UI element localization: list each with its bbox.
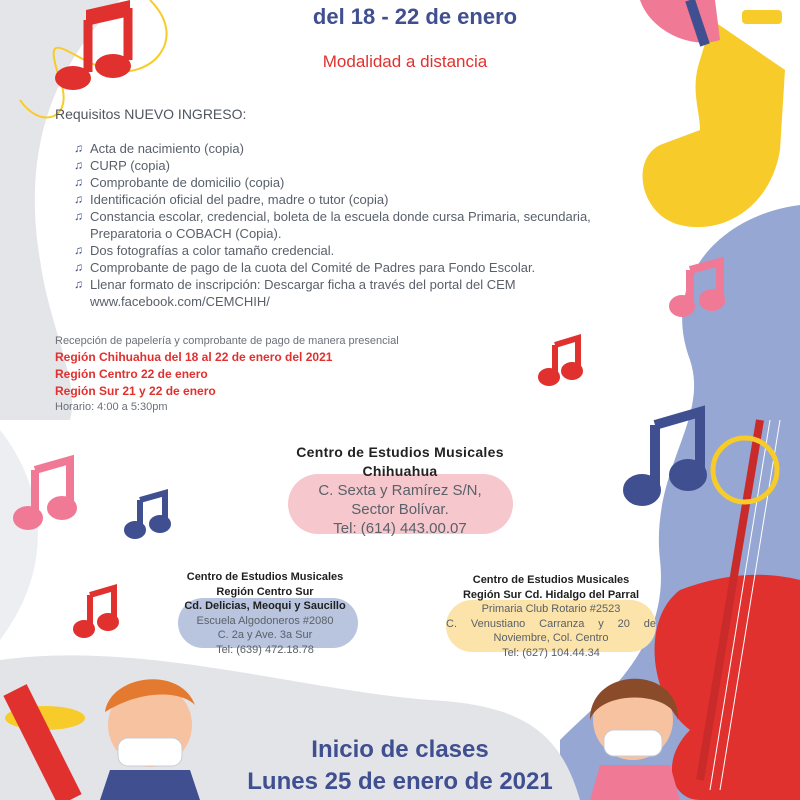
reception-note: Recepción de papelería y comprobante de pago de manera presencial (55, 335, 399, 347)
class-start-line2: Lunes 25 de enero de 2021 (247, 768, 553, 795)
requirements-title: Requisitos NUEVO INGRESO: (55, 106, 247, 122)
center-address-line: Sector Bolívar. (351, 501, 449, 518)
requirement-text: Acta de nacimiento (copia) (90, 141, 244, 156)
pink-note-right-icon (673, 262, 721, 313)
list-item (74, 276, 594, 310)
music-note-icon: ♫ (74, 141, 83, 155)
class-start-line1: Inicio de clases (311, 736, 489, 763)
music-note-icon: ♫ (74, 175, 83, 189)
center-phone: Tel: (614) 443.00.07 (333, 520, 467, 537)
center-title: Centro de Estudios Musicales (186, 571, 344, 583)
center-chihuahua (255, 443, 545, 538)
music-note-icon: ♫ (74, 243, 83, 257)
list-item (74, 208, 594, 242)
center-centro-sur (160, 570, 370, 657)
center-cities: Cd. Delicias, Meoqui y Saucillo (184, 600, 346, 612)
center-title: Centro de Estudios Musicales (472, 574, 630, 586)
list-item (74, 242, 594, 259)
requirement-text: Identificación oficial del padre, madre o tutor (copia) (90, 192, 389, 207)
red-note-mid-icon (541, 338, 580, 383)
music-note-icon: ♫ (74, 277, 83, 291)
pink-note-left-icon (17, 460, 73, 526)
requirement-text: Dos fotografías a color tamaño credencial. (90, 243, 335, 258)
dates-heading: del 18 - 22 de enero (312, 4, 518, 29)
class-start-banner (210, 734, 590, 798)
red-note-low-icon (76, 588, 116, 635)
requirement-text: Comprobante de pago de la cuota del Comité de Padres para Fondo Escolar. (90, 260, 536, 275)
music-note-icon: ♫ (74, 192, 83, 206)
music-note-icon: ♫ (74, 158, 83, 172)
list-item (74, 157, 594, 174)
list-item (74, 174, 594, 191)
center-address-line: Primaria Club Rotario #2523 (481, 603, 621, 615)
requirement-text: Constancia escolar, credencial, boleta de la escuela donde cursa Primaria, secundaria, Preparatoria o COBACH (Copia). (90, 209, 591, 241)
center-subtitle: Región Sur Cd. Hidalgo del Parral (462, 588, 640, 601)
center-address-line: C. Venustiano Carranza y 20 de Noviembre, Col. Centro (446, 617, 656, 644)
center-sur (446, 573, 656, 660)
requirement-text: CURP (copia) (90, 158, 170, 173)
center-address-line: C. 2a y Ave. 3a Sur (217, 629, 313, 641)
navy-note-small-icon (127, 493, 168, 536)
reception-section (55, 334, 455, 415)
center-title: Centro de Estudios Musicales (296, 444, 504, 460)
list-item (74, 259, 594, 276)
center-subtitle: Región Centro Sur (216, 585, 314, 598)
list-item (74, 191, 594, 208)
requirements-list (74, 140, 594, 310)
navy-note-big-icon (628, 412, 702, 501)
center-phone: Tel: (627) 104.44.34 (502, 646, 600, 659)
region-chihuahua-date: Región Chihuahua del 18 al 22 de enero del 2021 (55, 350, 333, 364)
center-address-line: Escuela Algodoneros #2080 (196, 614, 334, 627)
red-double-note-icon (55, 0, 131, 90)
requirement-text: Llenar formato de inscripción: Descargar ficha a través del portal del CEM www.facebook.com/CEMCHIH/ (90, 277, 516, 309)
music-note-icon: ♫ (74, 209, 83, 223)
modality-text: Modalidad a distancia (322, 52, 488, 71)
region-centro-date: Región Centro 22 de enero (55, 367, 208, 381)
region-sur-date: Región Sur 21 y 22 de enero (55, 384, 216, 398)
music-note-icon: ♫ (74, 260, 83, 274)
schedule-text: Horario: 4:00 a 5:30pm (55, 401, 168, 413)
center-subtitle: Chihuahua (362, 463, 438, 479)
center-address-line: C. Sexta y Ramírez S/N, (318, 482, 482, 499)
list-item (74, 140, 594, 157)
center-phone: Tel: (639) 472.18.78 (216, 643, 314, 656)
requirement-text: Comprobante de domicilio (copia) (90, 175, 285, 190)
